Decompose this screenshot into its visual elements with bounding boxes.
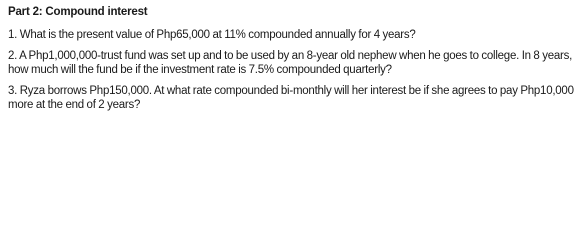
question-1: 1. What is the present value of Php65,000 at 11% compounded annually for 4 years? [8, 29, 416, 41]
question-3: 3. Ryza borrows Php150,000. At what rate compounded bi-monthly will her interest be if she agrees to pay Php10,000 more at the end of 2 years? [8, 85, 574, 111]
section-heading: Part 2: Compound interest [8, 6, 148, 18]
document-body [8, 5, 574, 112]
question-2: 2. A Php1,000,000-trust fund was set up and to be used by an 8-year old nephew when he goes to college. In 8 years, how much will the fund be if the investment rate is 7.5% compounded quarterly? [8, 50, 573, 76]
